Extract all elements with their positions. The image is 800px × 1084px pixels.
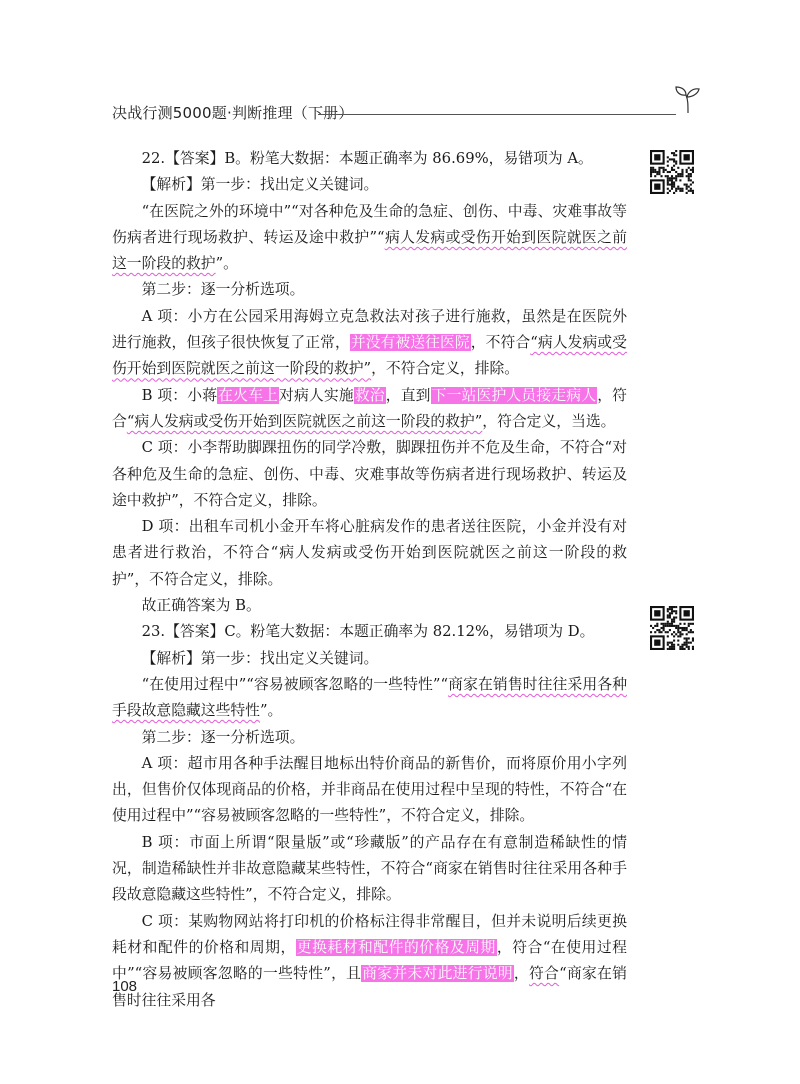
text-run: ，直到 [385,386,431,404]
text-run: A 项：小方在公园采用海姆立克急救法对孩子进行施救，虽然是在医院外进行施救，但孩子很快恢复了正常， [112,307,627,352]
paragraph [112,646,627,672]
paragraph [112,909,627,1014]
text-run: 第二步：逐一分析选项。 [141,281,305,299]
qr-code-q22[interactable] [650,150,694,194]
text-run: ”。 [215,255,238,273]
answer-explanation-text [112,146,627,1014]
paragraph [112,672,627,725]
underline-mark: 商家在销售时往往采用各种手段故意隐藏这些特性 [112,675,627,720]
underline-mark: 符合 [528,965,560,983]
text-run: ，不符合 [470,334,531,352]
paragraph [112,435,627,514]
text-run: ，不符合定义，排除。 [371,360,520,378]
text-run: 第二步：逐一分析选项。 [141,728,305,746]
highlight-mark: 在火车上 [218,386,279,404]
highlight-mark: 并没有被送往医院 [350,334,470,352]
running-header [112,102,702,126]
text-run: C 项：某购物网站将打印机的价格标注得非常醒目，但并未说明后续更换耗材和配件的价格和周期， [112,912,627,956]
header-rule [318,114,676,115]
text-run: “商家在销售时往往采用各 [112,965,627,1009]
paragraph [112,619,627,645]
paragraph [112,277,627,303]
text-run: B 项：小蒋 [141,386,218,404]
text-run: 23.【答案】C。粉笔大数据：本题正确率为 82.12%，易错项为 D。 [141,623,595,641]
qr-code-q23[interactable] [650,606,694,650]
paragraph [112,751,627,830]
paragraph [112,725,627,751]
text-run: 【解析】第一步：找出定义关键词。 [141,649,379,667]
paragraph [112,514,627,593]
text-run: 【解析】第一步：找出定义关键词。 [141,176,379,194]
underline-mark: “病人发病或受伤开始到医院就医之前这一阶段的救护” [126,412,483,430]
book-title: 决战行测5000题·判断推理（下册） [112,104,354,122]
paragraph [112,146,627,172]
paragraph [112,172,627,198]
text-run: 22.【答案】B。粉笔大数据：本题正确率为 86.69%，易错项为 A。 [141,150,593,167]
highlight-mark: 商家并未对此进行说明 [362,965,513,983]
underline-mark: 病人发病或受伤开始到医院就医之前这一阶段的救护 [112,228,627,273]
paragraph [112,593,627,619]
text-run: 故正确答案为 B。 [141,597,261,615]
highlight-mark: 更换耗材和配件的价格及周期 [296,938,496,956]
text-run: “在使用过程中”“容易被顾客忽略的一些特性”“ [141,675,449,693]
text-run: B 项：市面上所谓“限量版”或“珍藏版”的产品存在有意制造稀缺性的情况，制造稀缺性并非故意隐藏某些特性，不符合“商家在销售时往往采用各种手段故意隐藏这些特性”，不符合定义，排除。 [112,833,627,904]
text-run: “在医院之外的环境中”“对各种危及生命的急症、创伤、中毒、灾难事故等伤病者进行现场救护、转运及途中救护”“ [112,202,627,246]
sprout-icon [674,84,702,114]
text-run: ，符合定义，当选。 [482,412,616,430]
text-run: ， [513,965,529,983]
page-number: 108 [112,978,138,995]
paragraph [112,304,627,383]
underline-mark: “病人发病或受伤开始到医院就医之前这一阶段的救护” [112,334,627,378]
text-run: C 项：小李帮助脚踝扭伤的同学冷敷，脚踝扭伤并不危及生命，不符合“对各种危及生命的急症、创伤、中毒、灾难事故等伤病者进行现场救护、转运及途中救护”，不符合定义，排除。 [112,439,627,509]
paragraph [112,830,627,909]
paragraph [112,383,627,436]
highlight-mark: 救治 [354,386,385,404]
text-run: ，符合“在使用过程中”“容易被顾客忽略的一些特性”，且 [112,938,627,983]
highlight-mark: 下一站医护人员接走病人 [431,386,597,404]
text-run: ”。 [259,702,283,720]
text-run: 对病人实施 [279,386,354,404]
text-run: D 项：出租车司机小金开车将心脏病发作的患者送往医院，小金并没有对患者进行救治，不符合“病人发病或受伤开始到医院就医之前这一阶段的救护”，不符合定义，排除。 [112,518,627,588]
text-run: A 项：超市用各种手法醒目地标出特价商品的新售价，而将原价用小字列出，但售价仅体现商品的价格，并非商品在使用过程中呈现的特性，不符合“在使用过程中”“容易被顾客忽略的一些特性”，不符合定义，排除。 [112,754,627,825]
paragraph [112,199,627,278]
text-run: ，符合 [112,386,627,430]
